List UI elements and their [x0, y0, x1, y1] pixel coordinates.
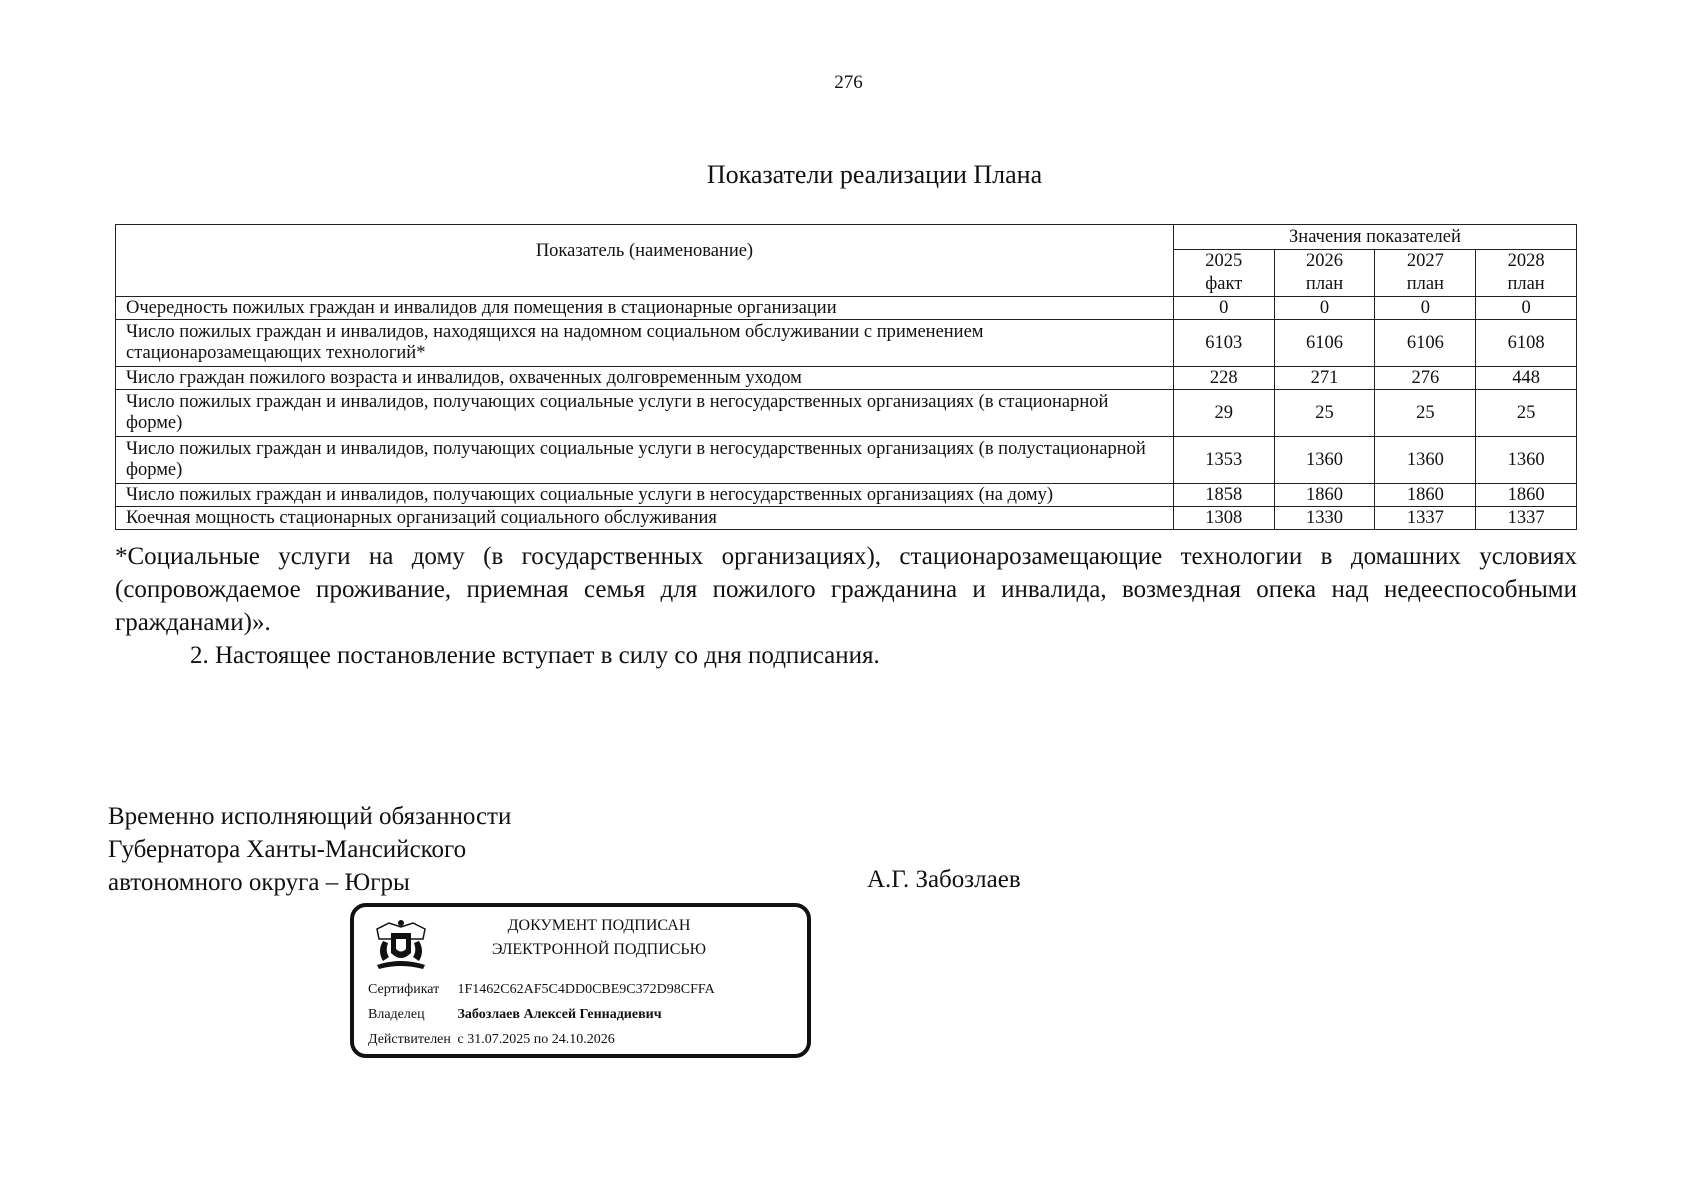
year-kind-label: план: [1305, 274, 1344, 294]
indicator-value: 6108: [1476, 320, 1577, 367]
indicator-value: 1360: [1375, 437, 1476, 484]
indicator-value: 29: [1173, 390, 1274, 437]
validity-row: [368, 1032, 615, 1048]
certificate-value: 1F1462C62AF5C4DD0CBE9C372D98CFFA: [457, 982, 715, 997]
indicator-value: 1860: [1375, 484, 1476, 507]
owner-label: Владелец: [368, 1007, 425, 1022]
indicator-name: Число пожилых граждан и инвалидов, получающих социальные услуги в негосударственных организациях (в стационарной форме): [116, 390, 1174, 437]
indicator-value: 228: [1173, 367, 1274, 390]
stamp-heading: ЭЛЕКТРОННОЙ ПОДПИСЬЮ: [491, 941, 707, 958]
year-header: [1173, 250, 1274, 297]
year-label: 2027: [1406, 251, 1444, 271]
indicator-name: Коечная мощность стационарных организаций социального обслуживания: [116, 507, 1174, 530]
coat-of-arms-icon: [369, 917, 433, 973]
indicator-values-header: Значения показателей: [1173, 225, 1576, 250]
indicator-value: 1353: [1173, 437, 1274, 484]
indicator-value: 1337: [1476, 507, 1577, 530]
indicator-value: 6103: [1173, 320, 1274, 367]
table-row: [116, 320, 1577, 367]
indicators-table: [115, 224, 1577, 530]
owner-value: Забозлаев Алексей Геннадиевич: [457, 1007, 662, 1022]
indicator-value: 6106: [1274, 320, 1375, 367]
indicator-name: Число граждан пожилого возраста и инвалидов, охваченных долговременным уходом: [116, 367, 1174, 390]
indicator-name: Число пожилых граждан и инвалидов, находящихся на надомном социальном обслуживании с применением стационарозамещающих технологий*: [116, 320, 1174, 367]
year-label: 2025: [1205, 251, 1243, 271]
indicator-value: 0: [1274, 297, 1375, 320]
signer-position-line: автономного округа – Югры: [108, 869, 410, 896]
indicator-value: 1337: [1375, 507, 1476, 530]
indicator-value: 6106: [1375, 320, 1476, 367]
indicator-name: Очередность пожилых граждан и инвалидов для помещения в стационарные организации: [116, 297, 1174, 320]
indicator-value: 25: [1476, 390, 1577, 437]
indicator-value: 1858: [1173, 484, 1274, 507]
validity-label: Действителен: [368, 1032, 451, 1047]
indicator-value: 271: [1274, 367, 1375, 390]
certificate-label: Сертификат: [368, 982, 440, 997]
validity-value: с 31.07.2025 по 24.10.2026: [457, 1032, 615, 1047]
indicator-value: 0: [1173, 297, 1274, 320]
year-header: [1274, 250, 1375, 297]
year-label: 2026: [1306, 251, 1344, 271]
year-label: 2028: [1507, 251, 1545, 271]
table-row: [116, 297, 1577, 320]
indicator-value: 1330: [1274, 507, 1375, 530]
year-header: [1375, 250, 1476, 297]
clause-text: 2. Настоящее постановление вступает в силу со дня подписания.: [190, 642, 880, 669]
footnote: *Социальные услуги на дому (в государственных организациях), стационарозамещающие технологии в домашних условиях (сопровождаемое проживание, приемная семья для пожилого гражданина и инвалида, возмездная опека над недееспособными гражданами)».: [115, 543, 1577, 636]
indicator-value: 1308: [1173, 507, 1274, 530]
owner-row: [368, 1007, 662, 1023]
indicator-value: 1360: [1274, 437, 1375, 484]
indicator-value: 25: [1375, 390, 1476, 437]
stamp-heading: ДОКУМЕНТ ПОДПИСАН: [507, 917, 691, 934]
indicator-value: 0: [1375, 297, 1476, 320]
year-kind-label: факт: [1205, 274, 1243, 294]
table-row: [116, 437, 1577, 484]
indicator-value: 276: [1375, 367, 1476, 390]
table-row: [116, 367, 1577, 390]
electronic-signature-stamp: [350, 903, 811, 1058]
indicator-name: Число пожилых граждан и инвалидов, получающих социальные услуги в негосударственных организациях (в полустационарной форме): [116, 437, 1174, 484]
indicator-value: 1860: [1476, 484, 1577, 507]
signer-position-line: Губернатора Ханты-Мансийского: [108, 836, 467, 863]
table-row: [116, 390, 1577, 437]
certificate-row: [368, 982, 715, 998]
indicator-value: 25: [1274, 390, 1375, 437]
indicator-name-header: Показатель (наименование): [116, 225, 1174, 297]
indicator-value: 448: [1476, 367, 1577, 390]
year-kind-label: план: [1406, 274, 1444, 294]
doc-title: Показатели реализации Плана: [706, 160, 1043, 189]
signer-position: [108, 800, 511, 899]
page-number: 276: [834, 72, 863, 93]
signer-position-line: Временно исполняющий обязанности: [108, 803, 512, 830]
signer-name: А.Г. Забозлаев: [867, 866, 1021, 893]
year-kind-label: план: [1507, 274, 1545, 294]
year-header: [1476, 250, 1577, 297]
indicator-value: 1360: [1476, 437, 1577, 484]
indicator-name: Число пожилых граждан и инвалидов, получающих социальные услуги в негосударственных организациях (на дому): [116, 484, 1174, 507]
indicator-value: 1860: [1274, 484, 1375, 507]
indicator-value: 0: [1476, 297, 1577, 320]
table-row: [116, 484, 1577, 507]
table-row: [116, 507, 1577, 530]
